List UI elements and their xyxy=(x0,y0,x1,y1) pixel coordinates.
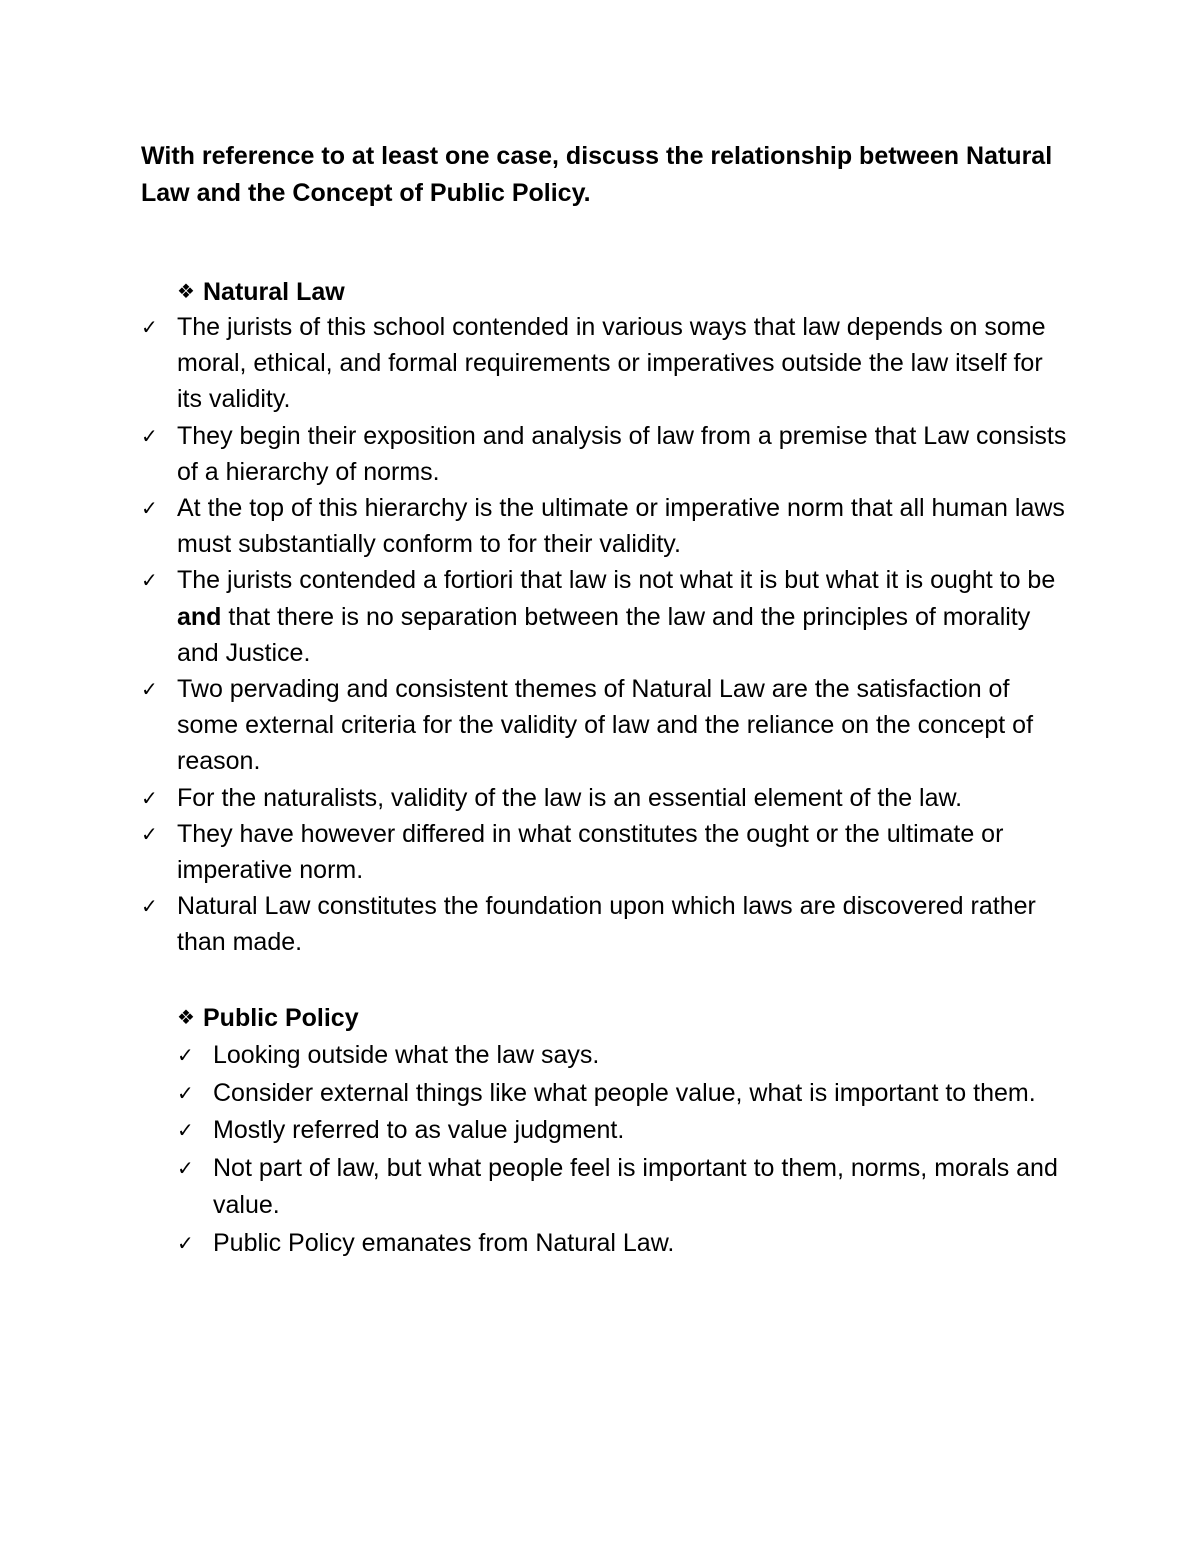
diamond-bullet-icon: ❖ xyxy=(177,1005,195,1029)
list-item-text-post: that there is no separation between the law and the principles of morality and Justice. xyxy=(177,602,1031,667)
list-item xyxy=(141,562,1071,671)
list-item xyxy=(141,888,1071,960)
list-item xyxy=(177,1075,1077,1113)
list-item xyxy=(141,780,1071,816)
list-item-text-bold: and xyxy=(177,602,222,631)
public-policy-list xyxy=(177,1037,1077,1263)
list-item-text: They begin their exposition and analysis of law from a premise that Law consists of a hierarchy of norms. xyxy=(177,421,1067,486)
section-heading-text: Natural Law xyxy=(203,278,345,306)
diamond-bullet-icon: ❖ xyxy=(177,279,195,303)
checkmark-icon: ✓ xyxy=(141,821,158,846)
list-item xyxy=(141,816,1071,888)
list-item xyxy=(141,490,1071,562)
checkmark-icon: ✓ xyxy=(141,496,158,521)
checkmark-icon: ✓ xyxy=(141,423,158,448)
checkmark-icon: ✓ xyxy=(141,315,158,339)
list-item xyxy=(141,671,1071,780)
checkmark-icon: ✓ xyxy=(177,1118,194,1143)
section-heading-natural-law xyxy=(177,273,345,310)
list-item-text: Natural Law constitutes the foundation upon which laws are discovered rather than made. xyxy=(177,892,1036,957)
checkmark-icon: ✓ xyxy=(141,677,158,702)
checkmark-icon: ✓ xyxy=(177,1043,194,1067)
list-item-text: The jurists of this school contended in various ways that law depends on some moral, ethical, and formal requirements or imperatives outside the law itself for its validity. xyxy=(177,313,1046,414)
section-heading-text: Public Policy xyxy=(203,1004,359,1032)
list-item xyxy=(177,1150,1077,1225)
document-title: With reference to at least one case, discuss the relationship between Natural Law and the Concept of Public Policy. xyxy=(141,142,1053,207)
checkmark-icon: ✓ xyxy=(177,1155,194,1180)
list-item xyxy=(141,309,1071,418)
checkmark-icon: ✓ xyxy=(141,894,158,919)
list-item-text: Mostly referred to as value judgment. xyxy=(213,1116,625,1145)
checkmark-icon: ✓ xyxy=(177,1080,194,1105)
list-item xyxy=(177,1225,1077,1263)
checkmark-icon: ✓ xyxy=(177,1230,194,1255)
list-item-text: Public Policy emanates from Natural Law. xyxy=(213,1228,675,1257)
list-item-text: Not part of law, but what people feel is important to them, norms, morals and value. xyxy=(213,1153,1058,1220)
natural-law-list xyxy=(141,309,1071,961)
list-item-text: At the top of this hierarchy is the ultimate or imperative norm that all human laws must substantially conform to for their validity. xyxy=(177,494,1065,559)
list-item-text: For the naturalists, validity of the law is an essential element of the law. xyxy=(177,783,963,812)
list-item-text-pre: The jurists contended a fortiori that law is not what it is but what it is ought to be xyxy=(177,566,1056,595)
checkmark-icon: ✓ xyxy=(141,785,158,810)
list-item xyxy=(177,1112,1077,1150)
section-heading-public-policy xyxy=(177,999,359,1036)
checkmark-icon: ✓ xyxy=(141,568,158,593)
list-item xyxy=(141,418,1071,490)
list-item-text: Consider external things like what people value, what is important to them. xyxy=(213,1078,1036,1107)
list-item-text: Looking outside what the law says. xyxy=(213,1041,600,1069)
list-item-text: Two pervading and consistent themes of Natural Law are the satisfaction of some external criteria for the validity of law and the reliance on the concept of reason. xyxy=(177,675,1034,776)
list-item-text: They have however differed in what constitutes the ought or the ultimate or imperative norm. xyxy=(177,819,1004,885)
list-item xyxy=(177,1037,1077,1075)
